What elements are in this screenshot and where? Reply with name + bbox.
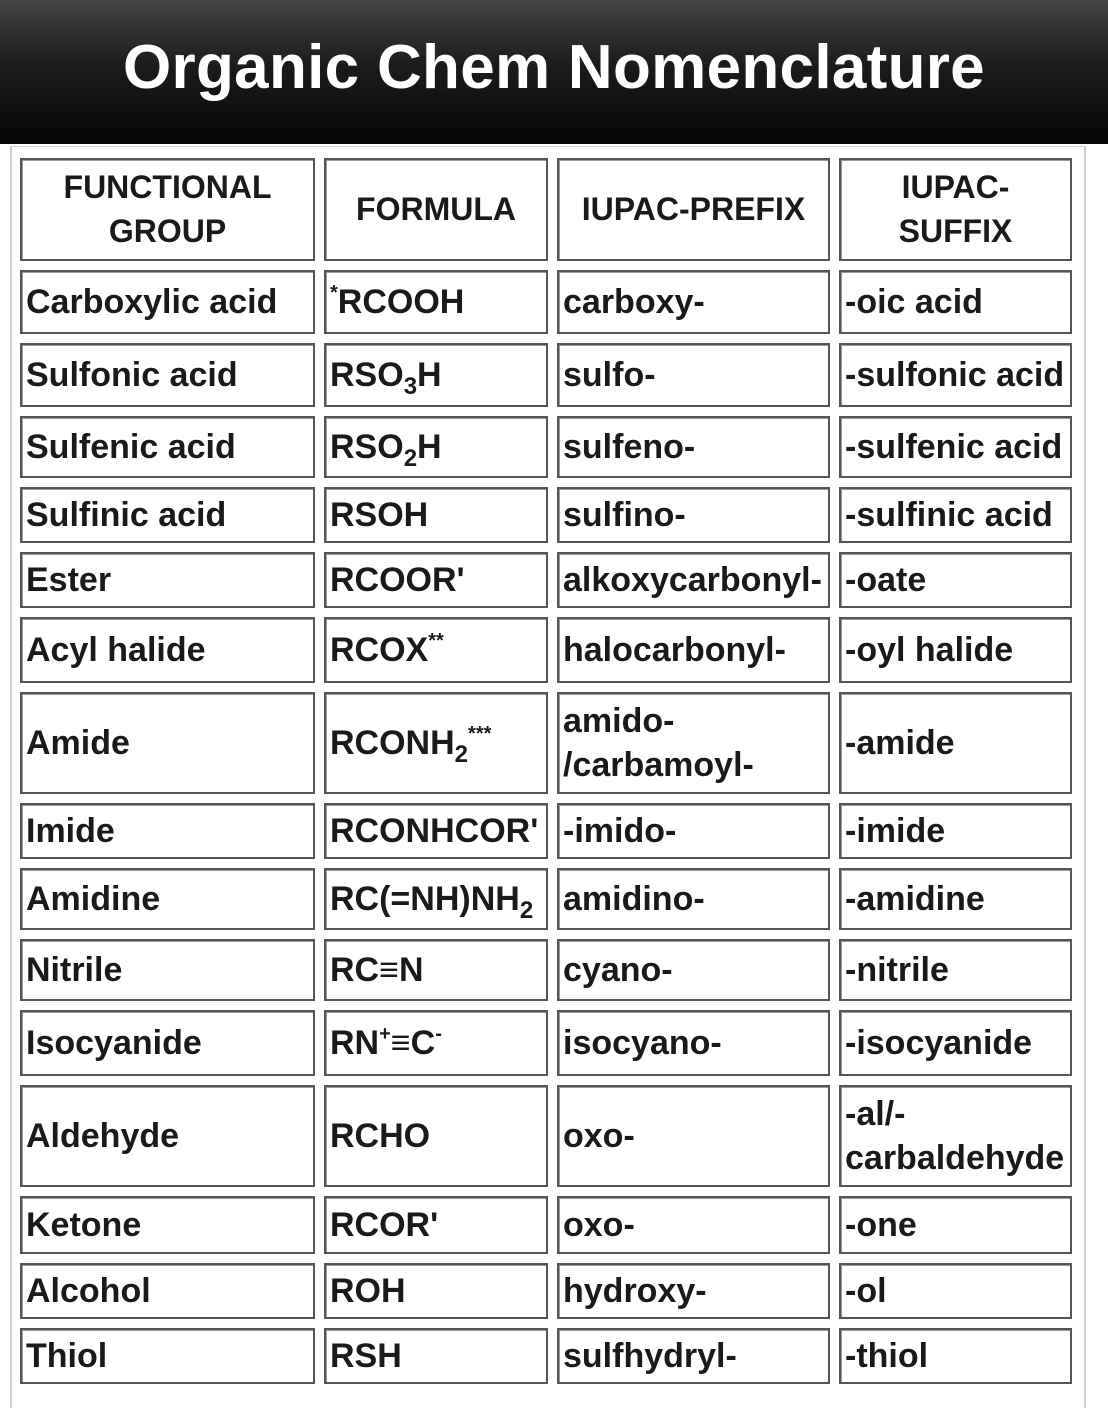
functional-group-cell: Isocyanide (20, 1010, 315, 1076)
iupac-prefix-text: halocarbonyl- (563, 630, 786, 669)
table-row (20, 487, 1072, 543)
table-body (20, 270, 1072, 1384)
iupac-suffix-text: -amidine (845, 879, 985, 918)
header-row (20, 158, 1072, 261)
functional-group-cell: Nitrile (20, 939, 315, 1001)
functional-group-cell: Ester (20, 552, 315, 608)
iupac-suffix-text: -sulfenic acid (845, 427, 1063, 466)
iupac-suffix-cell (839, 1196, 1072, 1254)
formula-formula-sup2: - (435, 1022, 442, 1045)
table-row (20, 803, 1072, 859)
formula-cell (324, 1196, 548, 1254)
formula-cell (324, 692, 548, 794)
formula-formula-sub: 2 (403, 444, 418, 472)
title-bar (0, 0, 1108, 144)
iupac-suffix-text: -ol (845, 1271, 887, 1310)
header-functional-group: FUNCTIONAL GROUP (20, 158, 315, 261)
iupac-prefix-cell (557, 1085, 830, 1187)
header-formula: FORMULA (324, 158, 548, 261)
header-iupac-prefix: IUPAC-PREFIX (557, 158, 830, 261)
formula-formula-sub: 2 (454, 740, 469, 768)
iupac-suffix-cell (839, 487, 1072, 543)
iupac-prefix-cell (557, 1263, 830, 1319)
iupac-prefix-text: sulfo- (563, 355, 656, 394)
iupac-suffix-cell (839, 1085, 1072, 1187)
iupac-prefix-cell (557, 692, 830, 794)
formula-formula: RN (330, 1023, 380, 1062)
functional-group-cell: Amide (20, 692, 315, 794)
iupac-prefix-text: -imido- (563, 811, 677, 850)
formula-formula: RC(=NH)NH (330, 879, 520, 918)
formula-cell (324, 1263, 548, 1319)
formula-formula: RCONHCOR' (330, 811, 539, 850)
formula-cell (324, 270, 548, 334)
iupac-suffix-text: -sulfinic acid (845, 495, 1053, 534)
table-row (20, 1196, 1072, 1254)
functional-group-cell: Sulfonic acid (20, 343, 315, 407)
iupac-suffix-cell (839, 270, 1072, 334)
table-row (20, 1085, 1072, 1187)
iupac-prefix-text: amidino- (563, 879, 705, 918)
iupac-prefix-cell (557, 617, 830, 683)
formula-formula: RCOR' (330, 1205, 439, 1244)
iupac-suffix-text: -imide (845, 811, 946, 850)
formula-formula-sub: 3 (403, 372, 418, 400)
table-row (20, 270, 1072, 334)
iupac-suffix-text: -thiol (845, 1336, 929, 1375)
iupac-suffix-cell (839, 939, 1072, 1001)
iupac-suffix-cell (839, 1263, 1072, 1319)
functional-group-cell: Carboxylic acid (20, 270, 315, 334)
formula-formula-sup: ** (428, 629, 444, 652)
formula-cell (324, 939, 548, 1001)
formula-formula: RCOOR' (330, 560, 465, 599)
table-row (20, 1328, 1072, 1384)
iupac-suffix-cell (839, 1010, 1072, 1076)
iupac-prefix-text: isocyano- (563, 1023, 722, 1062)
iupac-suffix-cell (839, 692, 1072, 794)
formula-formula: RSOH (330, 495, 429, 534)
iupac-prefix-text: hydroxy- (563, 1271, 707, 1310)
table-row (20, 552, 1072, 608)
page-title: Organic Chem Nomenclature (123, 32, 985, 102)
iupac-prefix-cell (557, 487, 830, 543)
iupac-prefix-text: sulfeno- (563, 427, 696, 466)
formula-formula: RCHO (330, 1116, 431, 1155)
formula-cell (324, 1085, 548, 1187)
iupac-prefix-cell (557, 343, 830, 407)
formula-formula-post: H (417, 355, 442, 394)
formula-formula: RC≡N (330, 950, 424, 989)
nomenclature-table (11, 149, 1081, 1393)
formula-formula: RSO (330, 427, 404, 466)
iupac-prefix-cell (557, 1196, 830, 1254)
header-iupac-suffix: IUPAC-SUFFIX (839, 158, 1072, 261)
formula-formula: RSH (330, 1336, 402, 1375)
iupac-prefix-text: alkoxycarbonyl- (563, 560, 822, 599)
functional-group-cell: Acyl halide (20, 617, 315, 683)
iupac-prefix-text: cyano- (563, 950, 673, 989)
iupac-suffix-text: -oate (845, 560, 927, 599)
table-row (20, 692, 1072, 794)
iupac-prefix-text: sulfino- (563, 495, 686, 534)
iupac-suffix-text: -isocyanide (845, 1023, 1033, 1062)
functional-group-cell: Sulfinic acid (20, 487, 315, 543)
formula-cell (324, 416, 548, 478)
iupac-suffix-cell (839, 868, 1072, 930)
iupac-prefix-text: oxo- (563, 1205, 635, 1244)
iupac-suffix-text: -sulfonic acid (845, 355, 1065, 394)
functional-group-cell: Amidine (20, 868, 315, 930)
formula-formula: ROH (330, 1271, 406, 1310)
formula-formula-sup: *** (468, 722, 492, 745)
iupac-suffix-cell (839, 343, 1072, 407)
table-row (20, 939, 1072, 1001)
iupac-prefix-text: carboxy- (563, 282, 705, 321)
iupac-suffix-cell (839, 1328, 1072, 1384)
functional-group-cell: Imide (20, 803, 315, 859)
iupac-prefix-cell (557, 939, 830, 1001)
iupac-suffix-cell (839, 552, 1072, 608)
formula-formula-post: ≡C (390, 1023, 436, 1062)
iupac-suffix-text: -oyl halide (845, 630, 1014, 669)
formula-cell (324, 803, 548, 859)
table-row (20, 1010, 1072, 1076)
formula-cell (324, 617, 548, 683)
table-row (20, 617, 1072, 683)
formula-formula: RCONH (330, 723, 455, 762)
formula-formula-post: H (417, 427, 442, 466)
formula-formula: RSO (330, 355, 404, 394)
formula-cell (324, 868, 548, 930)
formula-cell (324, 343, 548, 407)
iupac-prefix-text: oxo- (563, 1116, 635, 1155)
table-row (20, 1263, 1072, 1319)
iupac-prefix-text: amido- /carbamoyl- (563, 701, 754, 784)
iupac-prefix-cell (557, 868, 830, 930)
formula-cell (324, 1328, 548, 1384)
formula-formula: RCOX (330, 630, 429, 669)
formula-formula-sub: 2 (519, 896, 534, 924)
functional-group-cell: Alcohol (20, 1263, 315, 1319)
iupac-suffix-cell (839, 803, 1072, 859)
iupac-suffix-cell (839, 416, 1072, 478)
functional-group-cell: Aldehyde (20, 1085, 315, 1187)
iupac-suffix-text: -one (845, 1205, 917, 1244)
functional-group-cell: Sulfenic acid (20, 416, 315, 478)
iupac-suffix-text: -al/- carbaldehyde (845, 1094, 1065, 1177)
iupac-prefix-cell (557, 1328, 830, 1384)
table-row (20, 343, 1072, 407)
iupac-suffix-text: -nitrile (845, 950, 949, 989)
iupac-prefix-cell (557, 803, 830, 859)
iupac-prefix-cell (557, 1010, 830, 1076)
functional-group-cell: Ketone (20, 1196, 315, 1254)
functional-group-cell: Thiol (20, 1328, 315, 1384)
iupac-prefix-text: sulfhydryl- (563, 1336, 737, 1375)
iupac-suffix-text: -oic acid (845, 282, 983, 321)
iupac-suffix-cell (839, 617, 1072, 683)
table-row (20, 868, 1072, 930)
formula-cell (324, 1010, 548, 1076)
formula-cell (324, 552, 548, 608)
formula-formula: RCOOH (337, 282, 465, 321)
formula-formula-pre: * (330, 281, 338, 304)
formula-formula-sup: + (379, 1022, 391, 1045)
iupac-prefix-cell (557, 416, 830, 478)
iupac-suffix-text: -amide (845, 723, 955, 762)
iupac-prefix-cell (557, 270, 830, 334)
table-row (20, 416, 1072, 478)
formula-cell (324, 487, 548, 543)
iupac-prefix-cell (557, 552, 830, 608)
